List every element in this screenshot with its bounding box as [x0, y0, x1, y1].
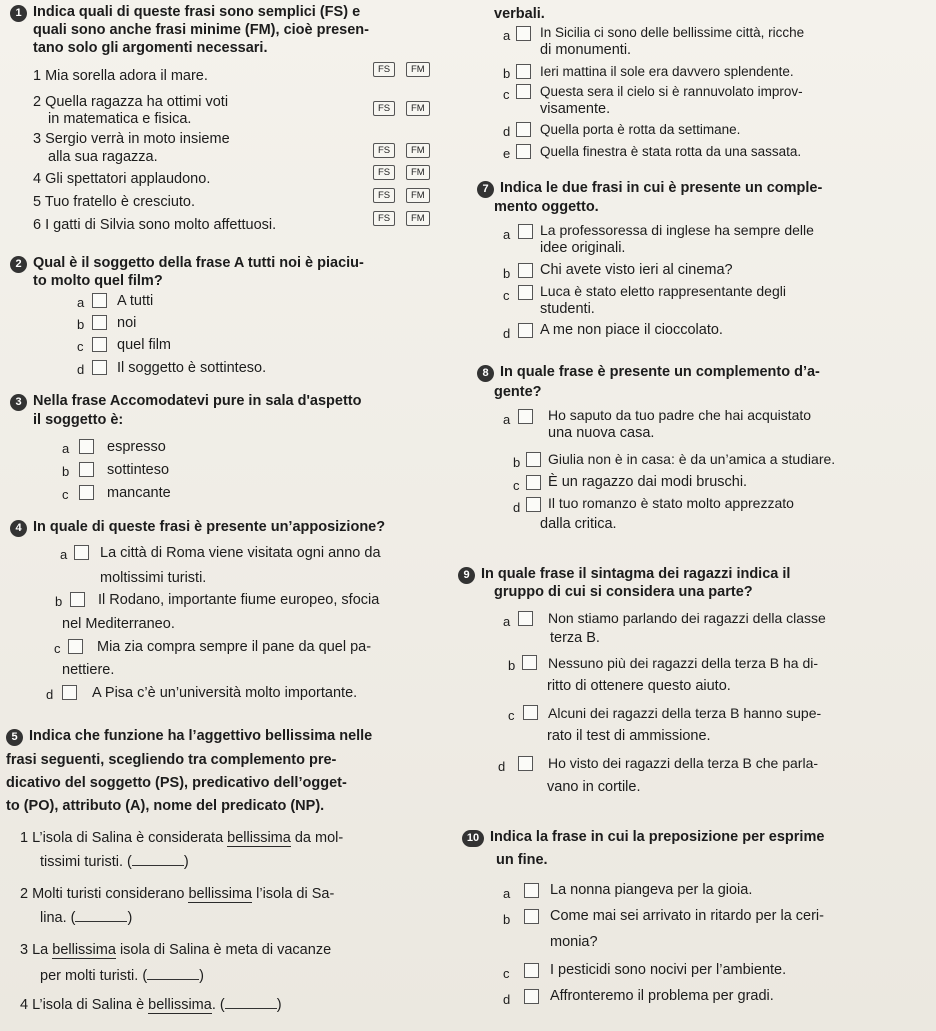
q5-item-2-line-2-text: lina. (: [40, 910, 76, 926]
q10-option-b-checkbox[interactable]: [524, 909, 539, 924]
q5-item-2-answer-blank[interactable]: [75, 921, 127, 922]
q4-number-badge: 4: [10, 520, 27, 537]
q5-item-2-pre: 2 Molti turisti considerano: [20, 886, 189, 902]
q6-option-b-letter: b: [503, 66, 511, 81]
q1-item-3-line-1: 3 Sergio verrà in moto insieme: [33, 131, 230, 147]
q5-item-1-pre: 1 L’isola di Salina è considerata: [20, 830, 228, 846]
q6-option-d-checkbox[interactable]: [516, 122, 531, 137]
q5-item-3-close: ): [199, 968, 205, 984]
q6-option-b-checkbox[interactable]: [516, 64, 531, 79]
q1-item-6-fm-option[interactable]: FM: [406, 211, 430, 226]
q8-option-b-checkbox[interactable]: [526, 452, 541, 467]
q5-item-1-close: ): [183, 854, 189, 870]
q2-option-d-letter: d: [77, 362, 85, 377]
q5-item-3-post: isola di Salina è meta di vacanze: [115, 942, 332, 958]
q9-option-d-letter: d: [498, 759, 506, 774]
q10-option-d-letter: d: [503, 992, 511, 1007]
q9-option-b-checkbox[interactable]: [522, 655, 537, 670]
q8-option-a-checkbox[interactable]: [518, 409, 533, 424]
q5-item-3-pre: 3 La: [20, 942, 53, 958]
q6-option-d-line-1: Quella porta è rotta da settimane.: [540, 122, 741, 137]
q3-option-a-checkbox[interactable]: [79, 439, 94, 454]
q1-title-line-2: quali sono anche frasi minime (FM), cioè presen-: [33, 22, 369, 38]
q1-item-4-fm-option[interactable]: FM: [406, 165, 430, 180]
q4-option-d-letter: d: [46, 687, 54, 702]
q5-item-4-pre: 4 L’isola di Salina è: [20, 997, 149, 1013]
q4-option-c-checkbox[interactable]: [68, 639, 83, 654]
q5-item-3-line-2: [40, 968, 204, 985]
q1-item-3-fm-option[interactable]: FM: [406, 143, 430, 158]
q3-option-b-checkbox[interactable]: [79, 462, 94, 477]
q5-item-2-post: l’isola di Sa-: [252, 886, 335, 902]
q5-item-1-line-2: [40, 854, 189, 871]
q5-item-1-line-1: [20, 830, 343, 847]
q4-option-c-letter: c: [54, 641, 61, 656]
q10-option-a-checkbox[interactable]: [524, 883, 539, 898]
q5-item-3-underlined: bellissima: [52, 942, 116, 958]
q6-option-a-checkbox[interactable]: [516, 26, 531, 41]
q8-option-d-line-2: dalla critica.: [540, 516, 617, 532]
q10-option-a-letter: a: [503, 886, 511, 901]
q3-title-text: Nella frase Accomodatevi pure in sala d'aspetto: [33, 393, 362, 409]
q2-title-line-1: [10, 255, 364, 273]
q8-title-line-2: gente?: [494, 384, 542, 400]
q10-title-line-2: un fine.: [496, 852, 548, 868]
q9-option-c-letter: c: [508, 708, 515, 723]
q4-option-d-line-1: A Pisa c’è un’università molto importante.: [92, 685, 358, 701]
q8-option-a-line-1: Ho saputo da tuo padre che hai acquistato: [548, 407, 812, 423]
q9-number-badge: 9: [458, 567, 475, 584]
q9-option-b-line-1: Nessuno più dei ragazzi della terza B ha di-: [548, 655, 819, 671]
q1-item-3-fs-option[interactable]: FS: [373, 143, 395, 158]
q7-option-b-letter: b: [503, 266, 511, 281]
q2-option-b-text: noi: [117, 315, 137, 331]
q2-title-line-2: to molto quel film?: [33, 273, 163, 289]
q4-option-a-checkbox[interactable]: [74, 545, 89, 560]
q10-option-d-line-1: Affronteremo il problema per gradi.: [550, 988, 774, 1004]
q5-title-line-2: frasi seguenti, scegliendo tra complemento pre-: [6, 752, 337, 768]
q6-option-b-line-1: Ieri mattina il sole era davvero splendente.: [540, 64, 794, 79]
q5-item-1-answer-blank[interactable]: [132, 865, 184, 866]
q9-option-d-checkbox[interactable]: [518, 756, 533, 771]
q10-option-b-line-1: Come mai sei arrivato in ritardo per la ceri-: [550, 908, 824, 924]
q4-option-c-line-1: Mia zia compra sempre il pane da quel pa-: [97, 639, 372, 655]
q5-title-line-4: to (PO), attributo (A), nome del predicato (NP).: [6, 798, 325, 814]
q5-item-4-underlined: bellissima: [148, 997, 212, 1013]
q9-title-line-1: [458, 566, 790, 584]
q1-item-3-line-2: alla sua ragazza.: [48, 149, 158, 165]
q7-option-c-line-1: Luca è stato eletto rappresentante degli: [540, 283, 786, 299]
q2-option-b-checkbox[interactable]: [92, 315, 107, 330]
q7-option-c-letter: c: [503, 288, 510, 303]
q4-option-a-line-1: La città di Roma viene visitata ogni anno da: [100, 545, 381, 561]
q5-item-3-line-1: [20, 942, 331, 959]
q3-option-a-letter: a: [62, 441, 70, 456]
q1-item-2-line-2: in matematica e fisica.: [48, 111, 192, 127]
q7-option-d-line-1: A me non piace il cioccolato.: [540, 322, 723, 338]
q9-option-a-checkbox[interactable]: [518, 611, 533, 626]
q4-option-b-line-1: Il Rodano, importante fiume europeo, sfocia: [98, 592, 380, 608]
q5-item-4-line-1: [20, 997, 282, 1014]
q9-option-d-line-2: vano in cortile.: [547, 779, 641, 795]
q7-option-c-checkbox[interactable]: [518, 285, 533, 300]
q1-item-5: 5 Tuo fratello è cresciuto.: [33, 194, 195, 210]
q8-option-d-letter: d: [513, 500, 521, 515]
q7-number-badge: 7: [477, 181, 494, 198]
q9-title-text: In quale frase il sintagma dei ragazzi indica il: [481, 566, 791, 582]
q1-title-text: Indica quali di queste frasi sono semplici (FS) e: [33, 4, 361, 20]
q1-item-2-fs-option[interactable]: FS: [373, 101, 395, 116]
q3-option-b-text: sottinteso: [107, 462, 170, 478]
q9-option-c-line-2: rato il test di ammissione.: [547, 728, 711, 744]
q10-title-line-1: [462, 829, 824, 847]
q1-item-1: 1 Mia sorella adora il mare.: [33, 68, 208, 84]
q6-option-e-checkbox[interactable]: [516, 144, 531, 159]
q3-option-c-letter: c: [62, 487, 69, 502]
q8-option-d-line-1: Il tuo romanzo è stato molto apprezzato: [548, 495, 794, 511]
q6-option-d-letter: d: [503, 124, 511, 139]
q9-option-a-line-2: terza B.: [550, 630, 600, 646]
q3-number-badge: 3: [10, 394, 27, 411]
q10-option-b-letter: b: [503, 912, 511, 927]
q7-option-a-checkbox[interactable]: [518, 224, 533, 239]
q7-option-d-checkbox[interactable]: [518, 323, 533, 338]
q1-item-2-line-1: 2 Quella ragazza ha ottimi voti: [33, 94, 229, 110]
q5-item-2-close: ): [127, 910, 133, 926]
q5-title-line-3: dicativo del soggetto (PS), predicativo dell’ogget-: [6, 775, 347, 791]
q1-item-6-fs-option[interactable]: FS: [373, 211, 395, 226]
q7-option-a-letter: a: [503, 227, 511, 242]
q5-title-text: Indica che funzione ha l’aggettivo bellissima nelle: [29, 728, 373, 744]
q6-option-e-letter: e: [503, 146, 511, 161]
q7-option-b-line-1: Chi avete visto ieri al cinema?: [540, 262, 733, 278]
q1-item-4-fs-option[interactable]: FS: [373, 165, 395, 180]
q2-option-a-letter: a: [77, 295, 85, 310]
q8-option-b-line-1: Giulia non è in casa: è da un’amica a studiare.: [548, 451, 836, 467]
q1-item-6: 6 I gatti di Silvia sono molto affettuosi.: [33, 217, 277, 233]
q5-item-3-answer-blank[interactable]: [147, 979, 199, 980]
q5-item-1-underlined: bellissima: [227, 830, 291, 846]
q4-option-a-letter: a: [60, 547, 68, 562]
q5-number-badge: 5: [6, 729, 23, 746]
q8-option-c-line-1: È un ragazzo dai modi bruschi.: [548, 474, 748, 490]
q4-option-a-line-2: moltissimi turisti.: [100, 570, 207, 586]
q2-title-text: Qual è il soggetto della frase A tutti noi è piaciu-: [33, 255, 364, 271]
q3-title-line-1: [10, 393, 361, 411]
q3-option-b-letter: b: [62, 464, 70, 479]
q4-option-d-checkbox[interactable]: [62, 685, 77, 700]
q7-title-text: Indica le due frasi in cui è presente un comple-: [500, 180, 823, 196]
q5-title-line-1: [6, 728, 372, 746]
q5-item-2-line-1: [20, 886, 334, 903]
q8-number-badge: 8: [477, 365, 494, 382]
q9-option-b-letter: b: [508, 658, 516, 673]
q2-option-c-text: quel film: [117, 337, 171, 353]
q8-option-c-checkbox[interactable]: [526, 475, 541, 490]
q8-option-a-line-2: una nuova casa.: [548, 425, 655, 441]
q9-option-a-line-1: Non stiamo parlando dei ragazzi della classe: [548, 610, 826, 626]
q1-item-5-fm-option[interactable]: FM: [406, 188, 430, 203]
q9-option-a-letter: a: [503, 614, 511, 629]
q4-title-text: In quale di queste frasi è presente un’apposizione?: [33, 519, 386, 535]
q5-item-2-line-2: [40, 910, 132, 927]
q8-option-c-letter: c: [513, 478, 520, 493]
q7-option-b-checkbox[interactable]: [518, 263, 533, 278]
q5-item-4-answer-blank[interactable]: [225, 1008, 277, 1009]
q9-option-c-line-1: Alcuni dei ragazzi della terza B hanno supe-: [548, 705, 822, 721]
q10-option-b-line-2: monia?: [550, 934, 598, 950]
q8-title-text: In quale frase è presente un complemento d’a-: [500, 364, 820, 380]
q8-title-line-1: [477, 364, 820, 382]
q2-option-d-checkbox[interactable]: [92, 360, 107, 375]
q10-option-c-letter: c: [503, 966, 510, 981]
q1-item-1-fs-option[interactable]: FS: [373, 62, 395, 77]
q1-item-1-fm-option[interactable]: FM: [406, 62, 430, 77]
q4-option-b-checkbox[interactable]: [70, 592, 85, 607]
q6-option-a-letter: a: [503, 28, 511, 43]
q1-item-5-fs-option[interactable]: FS: [373, 188, 395, 203]
q1-number-badge: 1: [10, 5, 27, 22]
q3-option-a-text: espresso: [107, 439, 166, 455]
q2-option-b-letter: b: [77, 317, 85, 332]
q4-option-b-line-2: nel Mediterraneo.: [62, 616, 175, 632]
q2-option-c-checkbox[interactable]: [92, 337, 107, 352]
q9-option-d-line-1: Ho visto dei ragazzi della terza B che parla-: [548, 755, 819, 771]
q6-option-c-line-2: visamente.: [540, 101, 611, 117]
q10-option-d-checkbox[interactable]: [524, 989, 539, 1004]
q8-option-a-letter: a: [503, 412, 511, 427]
q2-option-c-letter: c: [77, 339, 84, 354]
q7-title-line-2: mento oggetto.: [494, 199, 599, 215]
q5-item-4-post: . (: [211, 997, 225, 1013]
q2-option-a-checkbox[interactable]: [92, 293, 107, 308]
q8-option-b-letter: b: [513, 455, 521, 470]
q2-option-a-text: A tutti: [117, 293, 154, 309]
q5-item-1-line-2-text: tissimi turisti. (: [40, 854, 132, 870]
q8-option-d-checkbox[interactable]: [526, 497, 541, 512]
q9-title-line-2: gruppo di cui si considera una parte?: [494, 584, 753, 600]
q3-option-c-text: mancante: [107, 485, 171, 501]
q1-item-2-fm-option[interactable]: FM: [406, 101, 430, 116]
q9-option-c-checkbox[interactable]: [523, 705, 538, 720]
q7-option-a-line-2: idee originali.: [540, 240, 626, 256]
q6-option-a-line-1: In Sicilia ci sono delle bellissime città, ricche: [540, 25, 805, 40]
q6-option-a-line-2: di monumenti.: [540, 42, 632, 58]
q10-option-c-line-1: I pesticidi sono nocivi per l’ambiente.: [550, 962, 787, 978]
q4-option-b-letter: b: [55, 594, 63, 609]
q6-option-c-checkbox[interactable]: [516, 84, 531, 99]
q10-title-text: Indica la frase in cui la preposizione per esprime: [490, 829, 825, 845]
q1-item-4: 4 Gli spettatori applaudono.: [33, 171, 211, 187]
q1-title-line-1: [10, 4, 360, 22]
q2-number-badge: 2: [10, 256, 27, 273]
q7-title-line-1: [477, 180, 822, 198]
q10-option-c-checkbox[interactable]: [524, 963, 539, 978]
q4-title: [10, 519, 385, 537]
q7-option-a-line-1: La professoressa di inglese ha sempre delle: [540, 222, 814, 238]
q5-item-1-post: da mol-: [290, 830, 344, 846]
q3-option-c-checkbox[interactable]: [79, 485, 94, 500]
q6-option-e-line-1: Quella finestra è stata rotta da una sassata.: [540, 144, 802, 159]
q5-item-3-line-2-text: per molti turisti. (: [40, 968, 148, 984]
q1-title-line-3: tano solo gli argomenti necessari.: [33, 40, 268, 56]
q3-title-line-2: il soggetto è:: [33, 412, 124, 428]
q6-tail-top-word: verbali.: [494, 6, 545, 22]
q7-option-c-line-2: studenti.: [540, 301, 595, 317]
q6-option-c-line-1: Questa sera il cielo si è rannuvolato improv-: [540, 84, 803, 99]
q6-option-c-letter: c: [503, 87, 510, 102]
q5-item-2-underlined: bellissima: [188, 886, 253, 902]
q10-option-a-line-1: La nonna piangeva per la gioia.: [550, 882, 753, 898]
q2-option-d-text: Il soggetto è sottinteso.: [117, 360, 267, 376]
q4-option-c-line-2: nettiere.: [62, 662, 115, 678]
q9-option-b-line-2: ritto di ottenere questo aiuto.: [547, 678, 731, 694]
q7-option-d-letter: d: [503, 326, 511, 341]
q10-number-badge: 10: [462, 830, 484, 847]
q5-item-4-close: ): [276, 997, 282, 1013]
